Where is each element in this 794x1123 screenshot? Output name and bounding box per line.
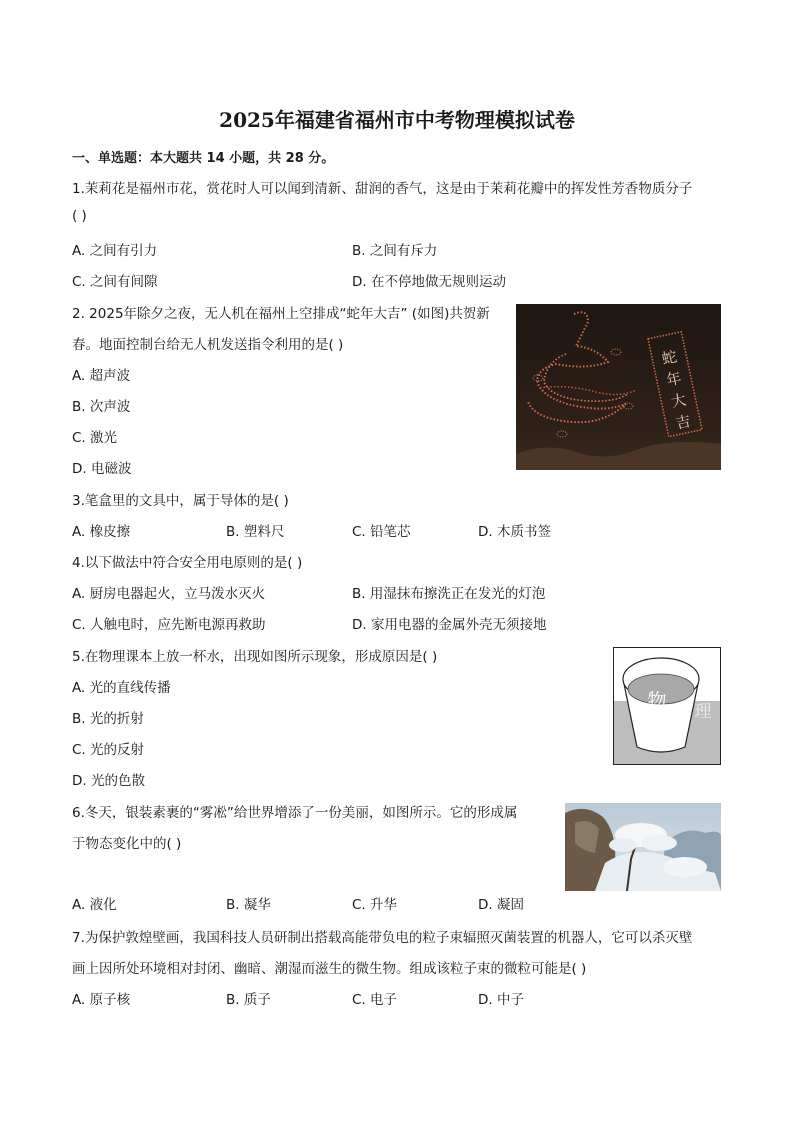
q3-option-d: D. 木质书签	[478, 524, 551, 540]
cup-text-wu: 物	[647, 690, 667, 712]
svg-text:吉: 吉	[673, 411, 693, 433]
q3-option-b: B. 塑料尺	[226, 524, 285, 540]
q1-option-c: C. 之间有间隙	[72, 274, 158, 290]
q4-option-b: B. 用湿抹布擦洗正在发光的灯泡	[352, 586, 546, 602]
q7-option-c: C. 电子	[352, 992, 398, 1008]
q2-option-c: C. 激光	[72, 430, 118, 446]
q5-option-b: B. 光的折射	[72, 711, 144, 727]
svg-text:蛇: 蛇	[660, 347, 679, 369]
water-cup-image	[613, 647, 721, 765]
q5-option-c: C. 光的反射	[72, 742, 145, 758]
q3-option-a: A. 橡皮擦	[72, 524, 131, 540]
page-title: 2025年福建省福州市中考物理模拟试卷	[219, 108, 575, 132]
q6-stem-line2: 于物态变化中的( )	[72, 836, 182, 852]
q5-option-a: A. 光的直线传播	[72, 680, 171, 696]
q4-stem: 4.以下做法中符合安全用电原则的是( )	[72, 555, 303, 571]
q2-option-a: A. 超声波	[72, 368, 131, 384]
q1-stem-line2: ( )	[72, 208, 87, 224]
q3-option-c: C. 铅笔芯	[352, 524, 411, 540]
rime-image	[565, 803, 721, 891]
q2-stem-line1: 2. 2025年除夕之夜，无人机在福州上空排成“蛇年大吉” (如图)共贺新	[72, 306, 490, 322]
q1-option-a: A. 之间有引力	[72, 243, 158, 259]
cup-text-li: 理	[694, 702, 712, 722]
q6-option-d: D. 凝固	[478, 897, 524, 913]
drone-snake-figure	[516, 304, 721, 470]
q4-option-c: C. 人触电时，应先断电源再救助	[72, 617, 266, 633]
section-heading: 一、单选题：本大题共 14 小题，共 28 分。	[72, 151, 335, 166]
q7-stem-line2: 画上因所处环境相对封闭、幽暗、潮湿而滋生的微生物。组成该粒子束的微粒可能是( )	[72, 961, 587, 977]
q7-option-b: B. 质子	[226, 992, 271, 1008]
drone-snake-image	[516, 304, 721, 470]
q3-stem: 3.笔盒里的文具中，属于导体的是( )	[72, 493, 289, 509]
q7-option-a: A. 原子核	[72, 992, 131, 1008]
svg-text:年: 年	[664, 368, 684, 390]
q5-stem: 5.在物理课本上放一杯水，出现如图所示现象，形成原因是( )	[72, 649, 438, 665]
q6-stem-line1: 6.冬天，银装素裹的“雾凇”给世界增添了一份美丽，如图所示。它的形成属	[72, 805, 518, 821]
q6-option-c: C. 升华	[352, 897, 398, 913]
water-cup-figure	[613, 647, 721, 765]
q7-stem-line1: 7.为保护敦煌壁画，我国科技人员研制出搭载高能带负电的粒子束辐照灭菌装置的机器人，它可以杀灭壁	[72, 930, 693, 946]
q7-option-d: D. 中子	[478, 992, 524, 1008]
q5-option-d: D. 光的色散	[72, 773, 145, 789]
q2-option-d: D. 电磁波	[72, 461, 132, 477]
q1-option-b: B. 之间有斥力	[352, 243, 438, 259]
svg-text:大: 大	[669, 390, 688, 412]
q1-stem-line1: 1.茉莉花是福州市花，赏花时人可以闻到清新、甜润的香气，这是由于茉莉花瓣中的挥发性芳香物质分子	[72, 181, 693, 197]
rime-figure	[565, 803, 721, 891]
q4-option-d: D. 家用电器的金属外壳无须接地	[352, 617, 547, 633]
q1-option-d: D. 在不停地做无规则运动	[352, 274, 506, 290]
q6-option-a: A. 液化	[72, 897, 117, 913]
q2-stem-line2: 春。地面控制台给无人机发送指令利用的是( )	[72, 337, 344, 353]
q4-option-a: A. 厨房电器起火，立马泼水灭火	[72, 586, 266, 602]
q6-option-b: B. 凝华	[226, 897, 271, 913]
q2-option-b: B. 次声波	[72, 399, 131, 415]
